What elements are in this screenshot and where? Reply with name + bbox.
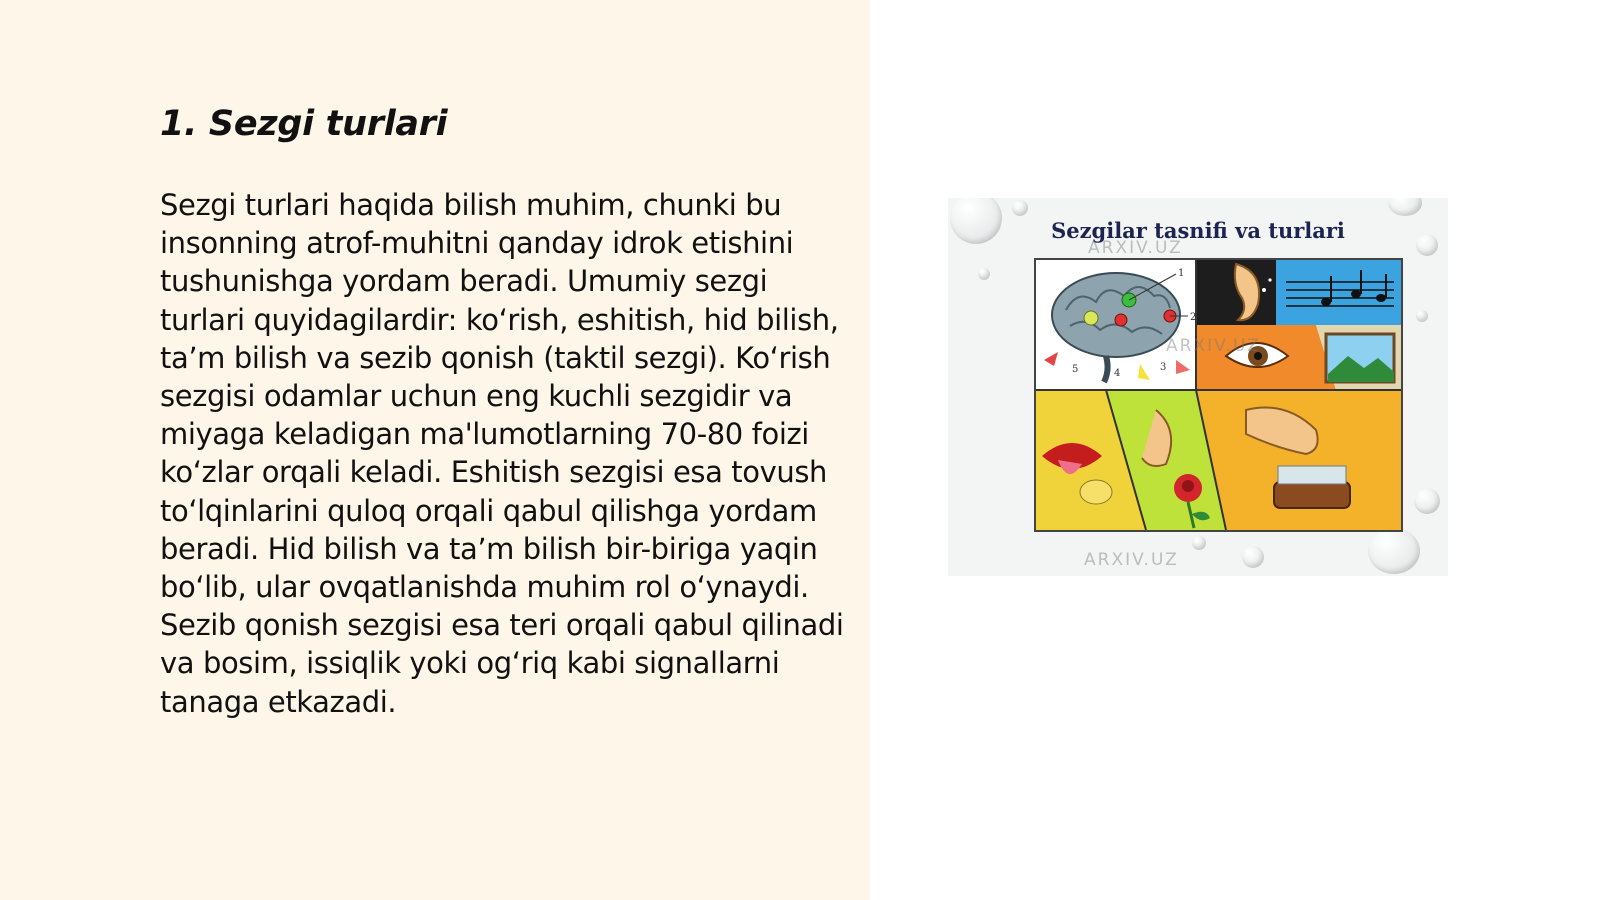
eye-icon [1196,325,1336,390]
water-drop [1368,528,1420,574]
figure-label-1: 1 [1178,268,1185,279]
slide-body-text: Sezgi turlari haqida bilish muhim, chunki bu insonning atrof-muhitni qanday idrok etishini tushunishga yordam beradi. Umumiy sezgi turlari quyidagilardir: ko‘rish, eshitish, hid bilish, ta’m bilish va sezib qonish (taktil sezgi). Ko‘rish sezgisi odamlar uchun eng kuchli sezgidir va miyaga keladigan ma'lumotlarning 70-80 foizi ko‘zlar orqali keladi. Eshitish sezgisi esa tovush to‘lqinlarini quloq orqali qabul qilishga yordam beradi. Hid bilish va ta’m bilish bir-biriga yaqin bo‘lib, ular ovqatlanishda muhim rol o‘ynaydi. Sezib qonish sezgisi esa teri orqali qabul qilinadi va bosim, issiqlik yoki og‘riq kabi signallarni tanaga etkazadi. [160,188,844,719]
music-notes-icon [1276,260,1401,325]
hand-brush-icon [1196,390,1401,530]
figure-title: Sezgilar tasnifi va turlari [1051,218,1345,243]
senses-collage [1034,258,1403,532]
water-drop [1192,536,1206,550]
figure-label-2: 2 [1190,312,1197,323]
water-drop [1416,310,1428,322]
water-drop [1012,200,1028,216]
watermark: ARXIV.UZ [1166,336,1261,356]
landscape-window-icon [1316,325,1401,390]
figure-label-3: 3 [1160,362,1167,373]
ear-icon [1196,260,1276,325]
watermark: ARXIV.UZ [1088,238,1183,258]
watermark: ARXIV.UZ [1084,550,1179,570]
water-drop [1242,546,1264,568]
water-drop [1388,198,1422,216]
water-drop [1414,488,1440,514]
senses-collage-drawing [1036,260,1401,530]
figure-label-4: 4 [1114,368,1121,379]
water-drop [978,268,990,280]
slide-title: 1. Sezgi turlari [160,104,448,144]
figure-label-5: 5 [1072,364,1079,375]
senses-illustration [948,198,1448,576]
